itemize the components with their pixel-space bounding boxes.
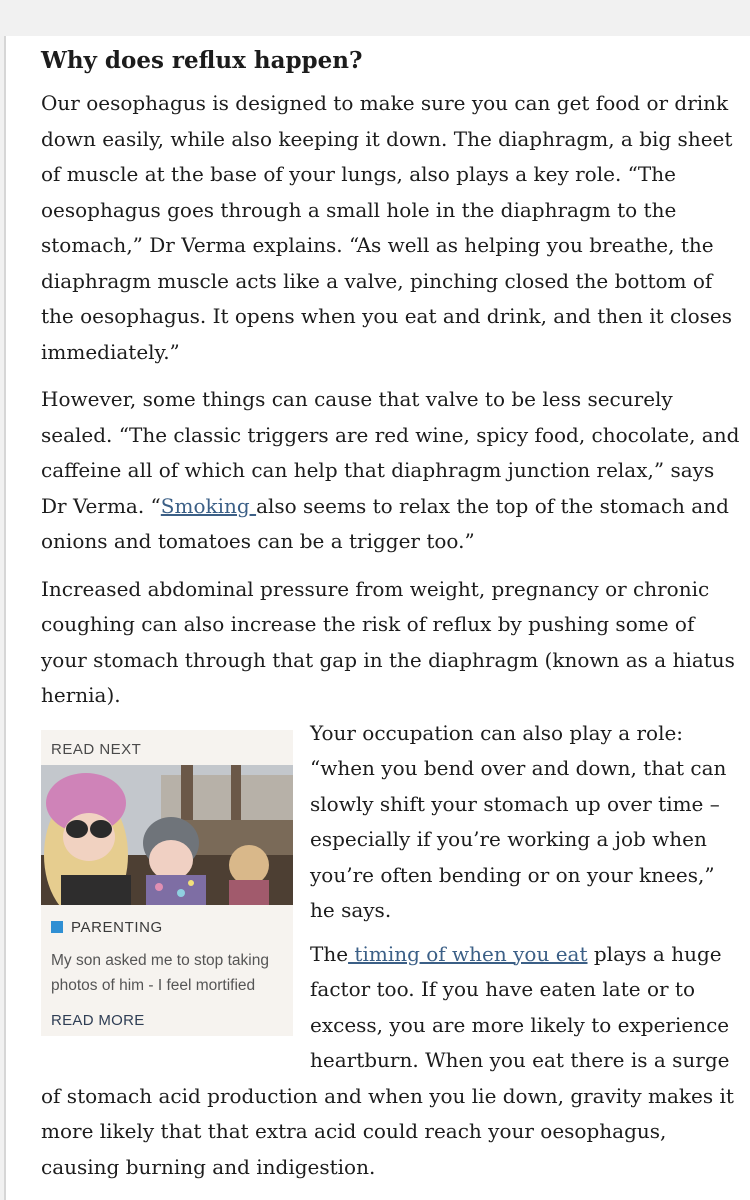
timing-link[interactable]: timing of when you eat bbox=[348, 941, 588, 966]
read-next-photo[interactable] bbox=[41, 765, 293, 905]
paragraph-oesophagus: Our oesophagus is designed to make sure you can get food or drink down easily, while also keeping it down. The diaphragm, a big sheet of muscle at the base of your lungs, also plays a key role. “The oesophagus goes through a small hole in the diaphragm to the stomach,” Dr Verma explains. “As well as helping you breathe, the diaphragm muscle acts like a valve, pinching closed the bottom of the oesophagus. It opens when you eat and drink, and then it closes immediately.” bbox=[41, 91, 733, 364]
wrapped-content bbox=[41, 716, 741, 1186]
read-next-label: READ NEXT bbox=[51, 740, 142, 758]
paragraph-text: also seems to relax the top of the stomach and onions and tomatoes can be a trigger too.” bbox=[41, 493, 729, 553]
read-next-card[interactable] bbox=[41, 730, 293, 1036]
paragraph-pressure: Increased abdominal pressure from weight, pregnancy or chronic coughing can also increase the risk of reflux by pushing some of your stomach through that gap in the diaphragm (known as a hiatus hernia). bbox=[41, 576, 735, 707]
browser-top-bar bbox=[0, 0, 750, 36]
article-body bbox=[4, 36, 750, 1200]
paragraph-triggers bbox=[41, 382, 741, 560]
paragraph-text: However, some things can cause that valve to be less securely sealed. “The classic triggers are red wine, spicy food, chocolate, and caffeine all of which can help that diaphragm junction relax,” says Dr Verma. “ bbox=[41, 387, 740, 518]
paragraph-occupation: Your occupation can also play a role: “when you bend over and down, that can slowly shift your stomach up over time – especially if you’re working a job when you’re often bending or on your knees,” he says. bbox=[310, 720, 727, 922]
read-next-title[interactable]: My son asked me to stop taking photos of him - I feel mortified bbox=[51, 951, 269, 994]
paragraph-text: plays a huge factor too. If you have eaten late or to excess, you are more likely to experience heartburn. When you eat there is a surge of stomach acid production and when you lie down, gravity makes it more likely that that extra acid could reach your oesophagus, causing burning and indigestion. bbox=[41, 941, 734, 1179]
family-photo-image bbox=[41, 765, 293, 905]
paragraph-text: The bbox=[310, 941, 349, 966]
smoking-link[interactable]: Smoking bbox=[160, 493, 257, 518]
section-heading: Why does reflux happen? bbox=[41, 47, 363, 74]
category-label: PARENTING bbox=[71, 918, 163, 936]
category-square-icon bbox=[51, 921, 63, 933]
read-more-link[interactable]: READ MORE bbox=[51, 1011, 145, 1029]
read-next-category[interactable] bbox=[51, 919, 283, 936]
